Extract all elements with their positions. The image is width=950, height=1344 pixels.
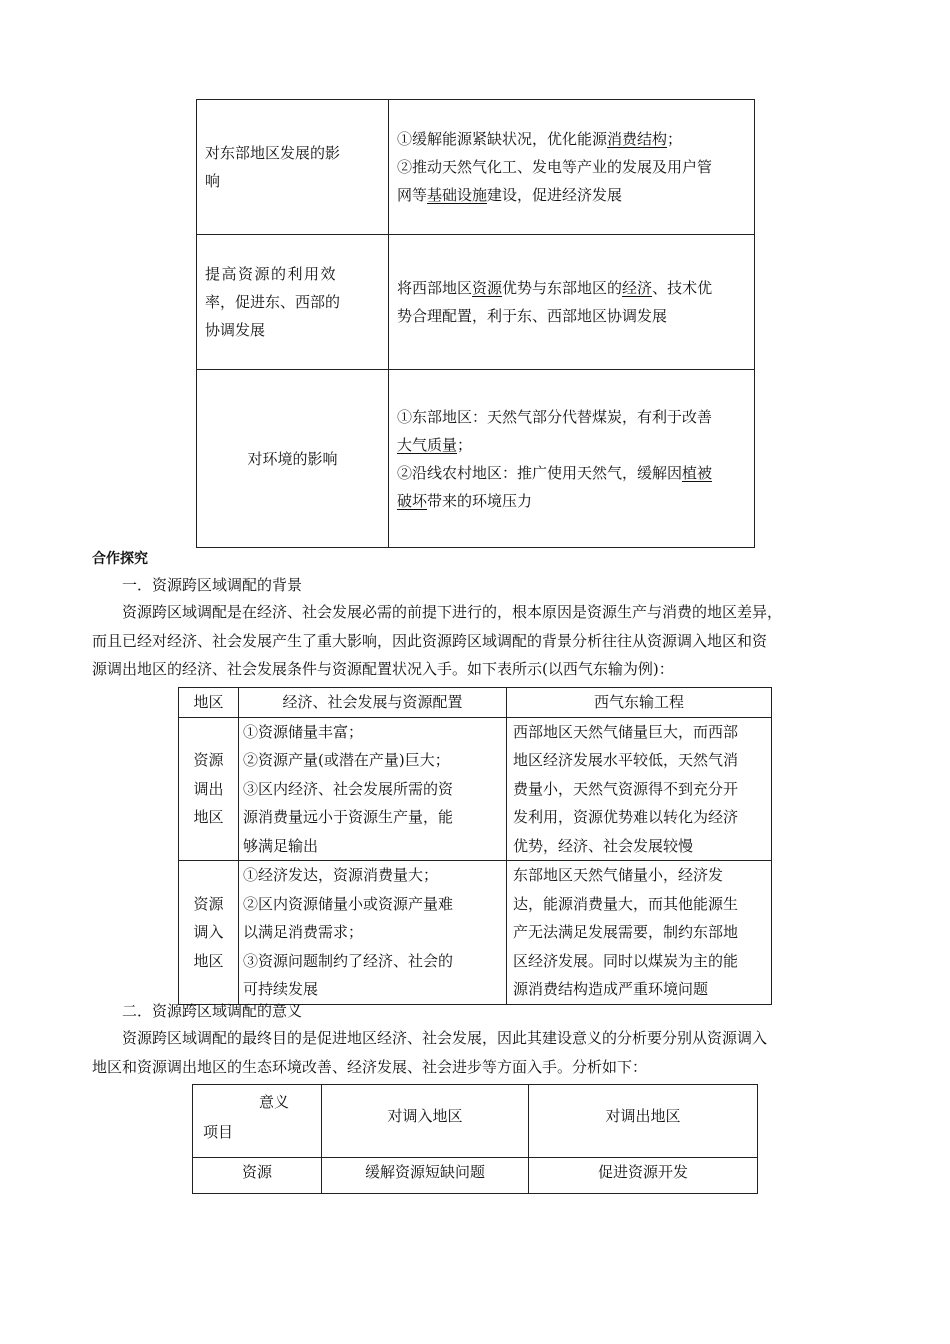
header-region: 地区 xyxy=(179,688,239,718)
header-export: 对调出地区 xyxy=(529,1085,758,1158)
cooperation-heading: 合作探究 xyxy=(92,551,148,567)
impact-content: 将西部地区资源优势与东部地区的经济、技术优 势合理配置，利于东、西部地区协调发展 xyxy=(389,235,755,370)
section2-title: 二．资源跨区域调配的意义 xyxy=(122,1002,303,1020)
impact-label: 对环境的影响 xyxy=(197,370,389,548)
export-cell: 促进资源开发 xyxy=(529,1158,758,1194)
region-cell: 资源 调入 地区 xyxy=(179,861,239,1005)
table-row xyxy=(179,861,772,1005)
project-cell: 西部地区天然气储量巨大，而西部 地区经济发展水平较低，天然气消 费量小，天然气资源得不到充分开 发利用，资源优势难以转化为经济 优势，经济、社会发展较慢 xyxy=(507,717,772,861)
impact-content: ①东部地区：天然气部分代替煤炭，有利于改善 大气质量； ②沿线农村地区：推广使用天然气，缓解因植被 破坏带来的环境压力 xyxy=(389,370,755,548)
header-project: 西气东输工程 xyxy=(507,688,772,718)
table-header-row xyxy=(179,688,772,718)
table-row xyxy=(193,1158,758,1194)
table-header-row xyxy=(193,1085,758,1158)
significance-table xyxy=(192,1084,758,1194)
region-cell: 资源 调出 地区 xyxy=(179,717,239,861)
corner-item-label: 项目 xyxy=(203,1123,234,1141)
corner-significance-label: 意义 xyxy=(259,1093,290,1111)
project-cell: 东部地区天然气储量小，经济发 达，能源消费量大，而其他能源生 产无法满足发展需要，制约东部地 区经济发展。同时以煤炭为主的能 源消费结构造成严重环境问题 xyxy=(507,861,772,1005)
import-cell: 缓解资源短缺问题 xyxy=(322,1158,529,1194)
header-import: 对调入地区 xyxy=(322,1085,529,1158)
section1-paragraph: 资源跨区域调配是在经济、社会发展必需的前提下进行的，根本原因是资源生产与消费的地区差异， 而且已经对经济、社会发展产生了重大影响，因此资源跨区域调配的背景分析往往从资源调入地区和资 源调出地区的经济、社会发展条件与资源配置状况入手。如下表所示(以西气东输为例)： xyxy=(92,603,783,678)
impact-label: 提高资源的利用效 率，促进东、西部的 协调发展 xyxy=(197,235,389,370)
section2-paragraph: 资源跨区域调配的最终目的是促进地区经济、社会发展，因此其建设意义的分析要分别从资源调入 地区和资源调出地区的生态环境改善、经济发展、社会进步等方面入手。分析如下： xyxy=(92,1029,768,1076)
section1-title: 一．资源跨区域调配的背景 xyxy=(122,576,303,594)
impact-row-efficiency xyxy=(197,235,755,370)
impact-label: 对东部地区发展的影 响 xyxy=(197,100,389,235)
item-cell: 资源 xyxy=(193,1158,322,1194)
header-config: 经济、社会发展与资源配置 xyxy=(239,688,507,718)
impact-row-environment xyxy=(197,370,755,548)
impact-table xyxy=(196,99,755,548)
table-row xyxy=(179,717,772,861)
config-cell: ①经济发达，资源消费量大； ②区内资源储量小或资源产量难 以满足消费需求； ③资源问题制约了经济、社会的 可持续发展 xyxy=(239,861,507,1005)
config-cell: ①资源储量丰富； ②资源产量(或潜在产量)巨大； ③区内经济、社会发展所需的资 源消费量远小于资源生产量，能 够满足输出 xyxy=(239,717,507,861)
impact-row-east xyxy=(197,100,755,235)
corner-header xyxy=(193,1085,322,1158)
background-table xyxy=(178,687,772,1005)
impact-content: ①缓解能源紧缺状况，优化能源消费结构； ②推动天然气化工、发电等产业的发展及用户管 网等基础设施建设，促进经济发展 xyxy=(389,100,755,235)
